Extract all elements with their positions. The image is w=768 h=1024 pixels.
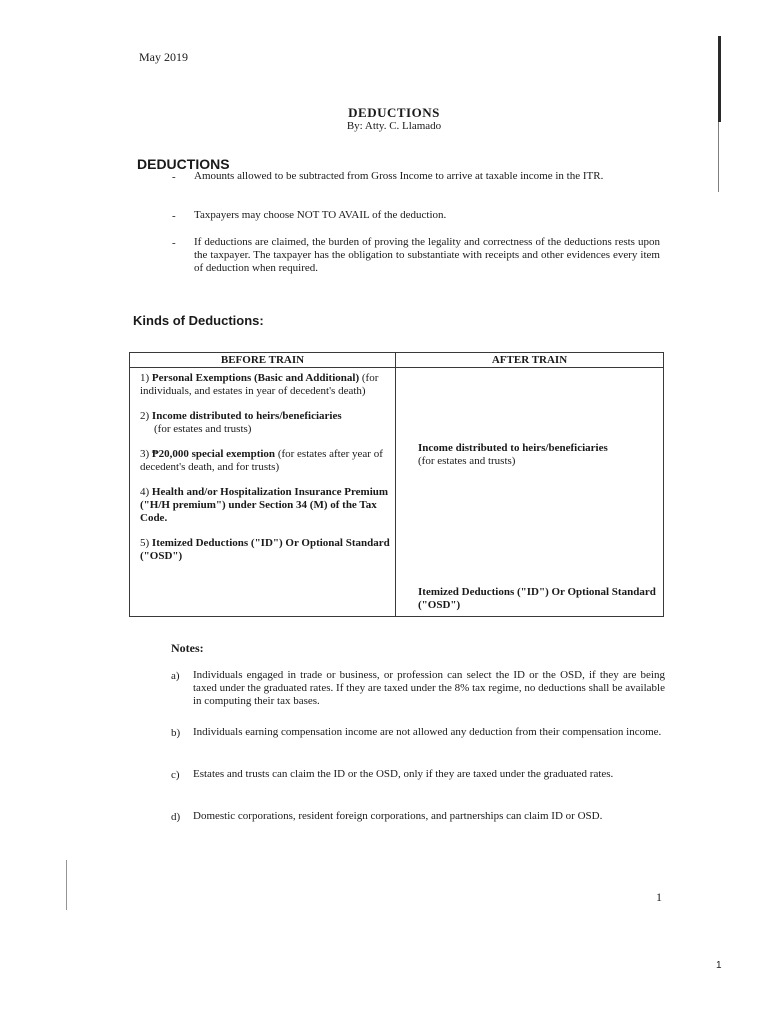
before-item: 4) Health and/or Hospitalization Insurance Premium ("H/H premium") under Section 34 (M) of the Tax Code.	[140, 486, 389, 524]
document-byline: By: Atty. C. Llamado	[346, 120, 442, 132]
bullet-text: Amounts allowed to be subtracted from Gross Income to arrive at taxable income in the ITR.	[194, 170, 604, 182]
bullet-mark: -	[172, 237, 176, 249]
before-item: 1) Personal Exemptions (Basic and Additional) (for individuals, and estates in year of decedent's death)	[140, 372, 379, 397]
note-text: Individuals engaged in trade or business, or profession can select the ID or the OSD, if they are being taxed under the graduated rates. If they are taxed under the 8% tax regime, no deductions shall be available in computing their tax bases.	[193, 669, 665, 707]
note-label: d)	[171, 811, 181, 823]
note-text: Estates and trusts can claim the ID or the OSD, only if they are taxed under the graduated rates.	[193, 768, 614, 780]
before-item: 2) Income distributed to heirs/beneficiaries (for estates and trusts)	[140, 410, 342, 435]
note-text: Individuals earning compensation income are not allowed any deduction from their compensation income.	[193, 726, 662, 738]
scan-edge-right-lower	[718, 122, 719, 192]
before-item: 3) ₱20,000 special exemption (for estates after year of decedent's death, and for trusts)	[140, 448, 383, 473]
bullet-text: Taxpayers may choose NOT TO AVAIL of the deduction.	[194, 209, 447, 221]
note-label: a)	[171, 670, 180, 682]
after-item-title: Itemized Deductions ("ID") Or Optional Standard ("OSD")	[418, 586, 656, 611]
before-train-cell	[130, 368, 396, 617]
bullet-text: If deductions are claimed, the burden of proving the legality and correctness of the deductions rests upon the taxpayer. The taxpayer has the obligation to substantiate with receipts and other evidences every item of deduction when required.	[194, 236, 660, 274]
deductions-table	[129, 352, 664, 617]
col-header-before: BEFORE TRAIN	[130, 353, 396, 368]
bullet-mark: -	[172, 171, 176, 183]
after-item-note: (for estates and trusts)	[418, 455, 516, 467]
scan-edge-left	[66, 860, 67, 910]
bullet-mark: -	[172, 210, 176, 222]
note-label: b)	[171, 727, 181, 739]
col-header-after: AFTER TRAIN	[396, 353, 664, 368]
document-date: May 2019	[139, 50, 188, 64]
after-item-title: Income distributed to heirs/beneficiaries	[418, 442, 608, 454]
kinds-heading: Kinds of Deductions:	[133, 313, 264, 328]
document-title: DEDUCTIONS	[348, 105, 440, 120]
footer-page-number: 1	[716, 960, 722, 971]
before-item: 5) Itemized Deductions ("ID") Or Optional Standard ("OSD")	[140, 537, 390, 562]
note-label: c)	[171, 769, 180, 781]
section-heading: DEDUCTIONS	[137, 156, 230, 172]
notes-heading: Notes:	[171, 641, 204, 655]
note-text: Domestic corporations, resident foreign corporations, and partnerships can claim ID or OSD.	[193, 810, 603, 822]
after-train-cell	[396, 368, 664, 617]
scan-page-number: 1	[656, 890, 662, 904]
